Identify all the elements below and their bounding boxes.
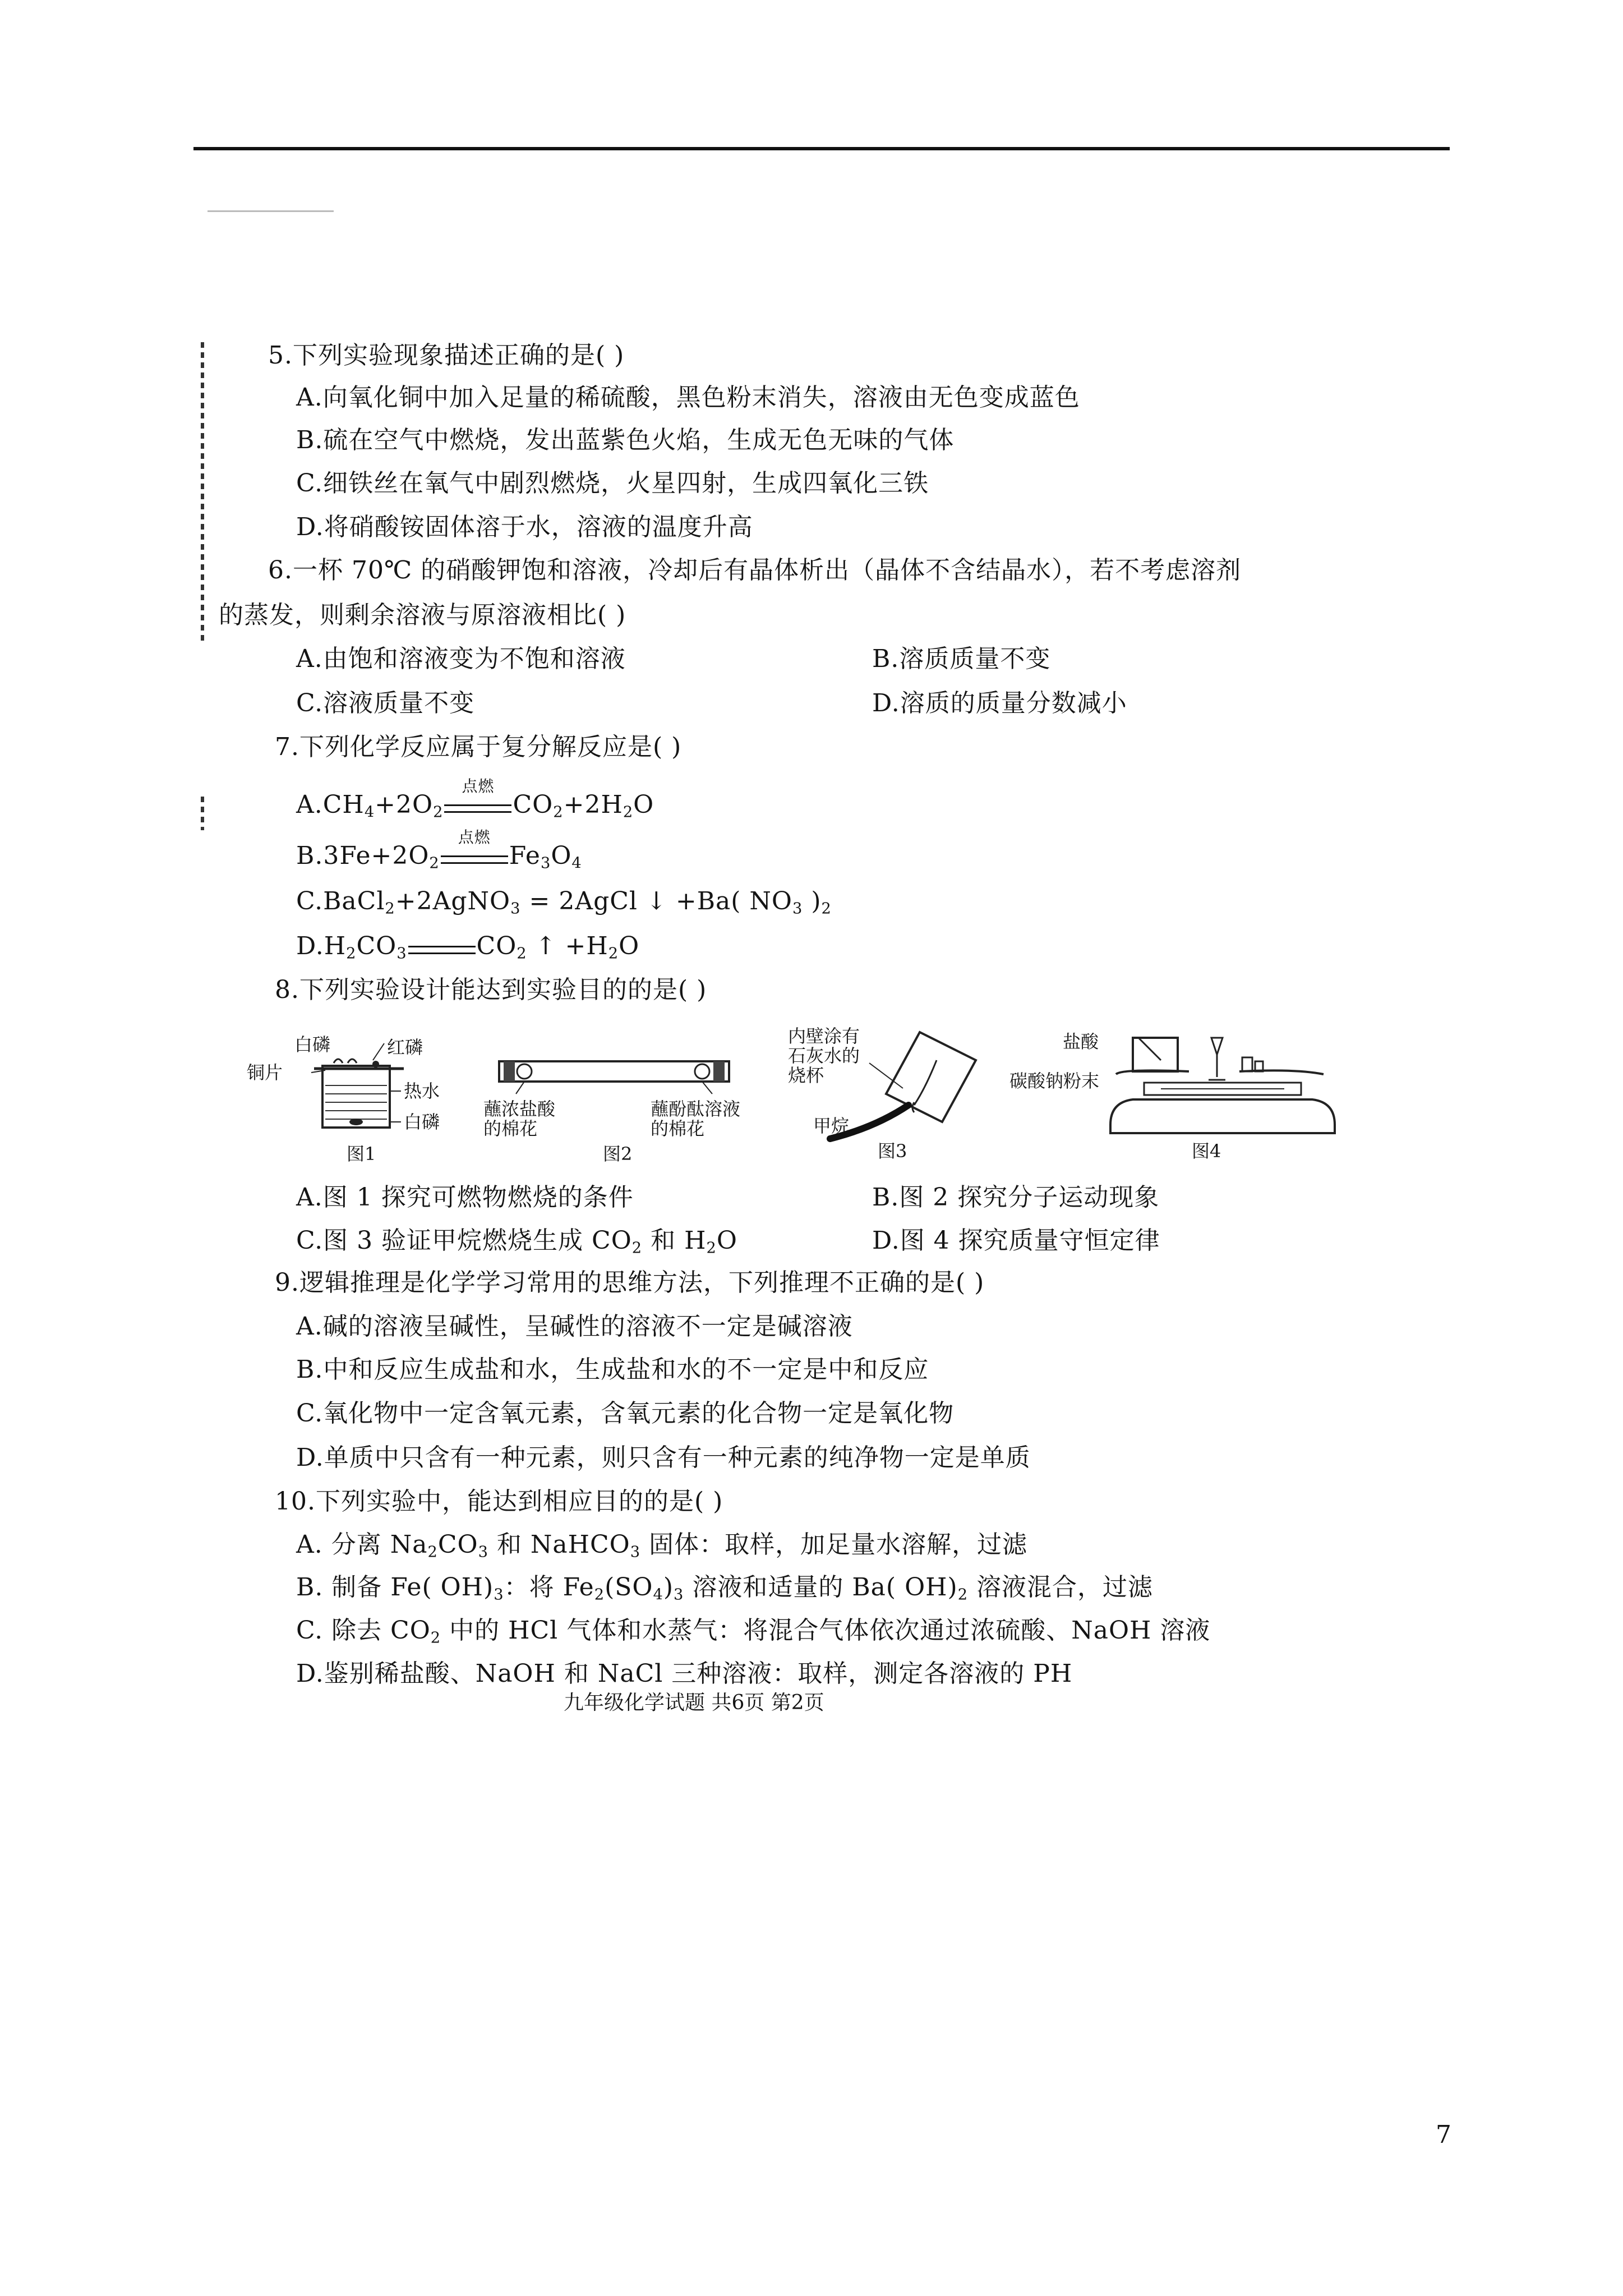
figure-2-label-hcl-line1: 蘸浓盐酸 (483, 1098, 556, 1120)
figure-1-label-white-phosphorus-bottom: 白磷 (404, 1111, 440, 1133)
q8-stem: 8.下列实验设计能达到实验目的的是( ) (275, 976, 707, 1004)
figure-2-label-phenolphthalein-cotton (651, 1099, 740, 1139)
q9-stem: 9.逻辑推理是化学学习常用的思维方法，下列推理不正确的是( ) (275, 1268, 985, 1297)
q10-option-d-text: D.鉴别稀盐酸、NaOH 和 NaCl 三种溶液：取样，测定各溶液的 PH (296, 1659, 1073, 1688)
q9-option-b: B.中和反应生成盐和水，生成盐和水的不一定是中和反应 (296, 1355, 929, 1384)
q8-option-d-text: D.图 4 探究质量守恒定律 (872, 1226, 1160, 1255)
q6-stem: 6.一杯 70℃ 的硝酸钾饱和溶液，冷却后有晶体析出（晶体不含结晶水），若不考虑溶剂 (268, 556, 1242, 585)
q7-option-d (296, 934, 639, 961)
figure-2-caption: 图2 (603, 1143, 633, 1165)
q7-option-a-reactants: $CH_4+2O_2$ (322, 790, 444, 821)
q8-option-b (872, 1185, 1159, 1210)
figure-1-label-copper-sheet: 铜片 (247, 1062, 283, 1083)
q8-option-a (296, 1185, 634, 1210)
q7-option-d-label: D. (296, 932, 324, 960)
q10-option-c (296, 1618, 1210, 1646)
q10-stem: 10.下列实验中，能达到相应目的的是( ) (275, 1487, 723, 1516)
figure-1-label-red-phosphorus: 红磷 (387, 1037, 423, 1058)
figure-3-label-methane: 甲烷 (813, 1115, 850, 1137)
q10-option-c-text: C. 除去 $CO_2$ 中的 HCl 气体和水蒸气：将混合气体依次通过浓硫酸、NaOH 溶液 (296, 1616, 1211, 1647)
q6-option-d: D.溶质的质量分数减小 (872, 689, 1127, 717)
q10-option-d (296, 1659, 1073, 1688)
reaction-condition (444, 777, 511, 813)
q8-option-c (296, 1228, 737, 1256)
figure-1-caption: 图1 (347, 1143, 376, 1165)
scan-faint-rule (208, 210, 334, 212)
q6-option-a: A.由饱和溶液变为不饱和溶液 (296, 645, 626, 673)
q7-stem: 7.下列化学反应属于复分解反应是( ) (275, 733, 682, 761)
q7-option-d-reactants: $H_2CO_3$ (324, 932, 407, 963)
figure-2-label-phenol-line2: 的棉花 (651, 1118, 705, 1140)
q5-option-c: C.细铁丝在氧气中剧烈燃烧，火星四射，生成四氧化三铁 (296, 469, 929, 498)
q7-option-b-reactants: $3Fe+2O_2$ (323, 841, 440, 872)
q7-option-c-equation: C.BaCl$_2$+2AgNO$_3$ = 2AgCl ↓ +Ba( $NO_3$ )$_2$ (296, 887, 832, 918)
reaction-equals-sign (408, 937, 476, 954)
q7-option-b (296, 828, 582, 872)
q8-option-a-text: A.图 1 探究可燃物燃烧的条件 (296, 1183, 634, 1212)
q7-option-d-products: $CO_2$ ↑ $+H_2O$ (476, 932, 640, 963)
q7-option-a-label: A. (296, 790, 323, 819)
q7-option-c (296, 889, 832, 917)
q10-option-a-text: A. 分离 $Na_2CO_3$ 和 NaHCO$_3$ 固体：取样，加足量水溶解，过滤 (296, 1530, 1028, 1561)
q9-option-a: A.碱的溶液呈碱性，呈碱性的溶液不一定是碱溶液 (296, 1312, 853, 1341)
q10-option-b (296, 1575, 1153, 1603)
figure-3-label-line1: 内壁涂有 (788, 1025, 860, 1047)
q5-stem: 5.下列实验现象描述正确的是( ) (268, 341, 625, 370)
q7-option-b-label: B. (296, 841, 324, 870)
q7-option-b-products: $Fe_3O_4$ (509, 841, 582, 872)
q5-option-d: D.将硝酸铵固体溶于水，溶液的温度升高 (296, 513, 753, 541)
figure-1-label-hot-water: 热水 (404, 1080, 440, 1102)
figure-2-label-phenol-line1: 蘸酚酞溶液 (651, 1098, 741, 1120)
q7-option-a (296, 777, 654, 821)
figure-3-label-line2: 石灰水的 (788, 1045, 860, 1067)
q7-option-a-products: $CO_2+2H_2O$ (513, 790, 654, 821)
q10-option-a (296, 1530, 1028, 1561)
q9-option-c: C.氧化物中一定含氧元素，含氧元素的化合物一定是氧化物 (296, 1399, 955, 1428)
figure-3-label-line3: 烧杯 (788, 1065, 824, 1087)
q9-option-d: D.单质中只含有一种元素，则只含有一种元素的纯净物一定是单质 (296, 1443, 1031, 1472)
q10-option-b-text: B. 制备 Fe( $OH)_3$：将 $Fe_2(SO_4)_3$ 溶液和适量的 Ba( $OH)_2$ 溶液混合，过滤 (296, 1573, 1154, 1604)
top-rule (193, 147, 1450, 150)
q8-option-c-text: C.图 3 验证甲烷燃烧生成 $CO_2$ 和 $H_2O$ (296, 1226, 737, 1257)
figure-1-label-white-phosphorus-top: 白磷 (294, 1034, 331, 1055)
figure-4-label-hydrochloric-acid: 盐酸 (1063, 1031, 1099, 1052)
binding-margin-line (201, 342, 204, 645)
page-number: 7 (1436, 2120, 1451, 2149)
figure-4-balance-diagram (1099, 1027, 1346, 1144)
figure-2-glass-tube-diagram (494, 1055, 735, 1088)
figure-4-label-sodium-carbonate: 碳酸钠粉末 (1009, 1070, 1100, 1092)
q6-option-b: B.溶质质量不变 (872, 645, 1051, 673)
q5-option-a: A.向氧化铜中加入足量的稀硫酸，黑色粉末消失，溶液由无色变成蓝色 (296, 383, 1080, 412)
figure-2-label-hcl-line2: 的棉花 (483, 1118, 538, 1140)
q5-option-b: B.硫在空气中燃烧，发出蓝紫色火焰，生成无色无味的气体 (296, 426, 955, 454)
binding-margin-line (201, 797, 204, 830)
reaction-condition-label: 点燃 (458, 828, 491, 846)
figure-3-caption: 图3 (878, 1140, 907, 1162)
figure-2-label-hcl-cotton (483, 1099, 555, 1139)
q8-option-d (872, 1228, 1160, 1253)
figure-3-label-beaker (788, 1027, 860, 1086)
reaction-condition (441, 828, 508, 864)
q8-option-b-text: B.图 2 探究分子运动现象 (872, 1183, 1160, 1212)
figure-4-caption: 图4 (1192, 1140, 1221, 1162)
page-footer: 九年级化学试题 共6页 第2页 (564, 1691, 824, 1714)
q6-option-c: C.溶液质量不变 (296, 689, 475, 717)
reaction-condition-label: 点燃 (462, 777, 495, 795)
q6-stem-continued: 的蒸发，则剩余溶液与原溶液相比( ) (219, 601, 626, 629)
